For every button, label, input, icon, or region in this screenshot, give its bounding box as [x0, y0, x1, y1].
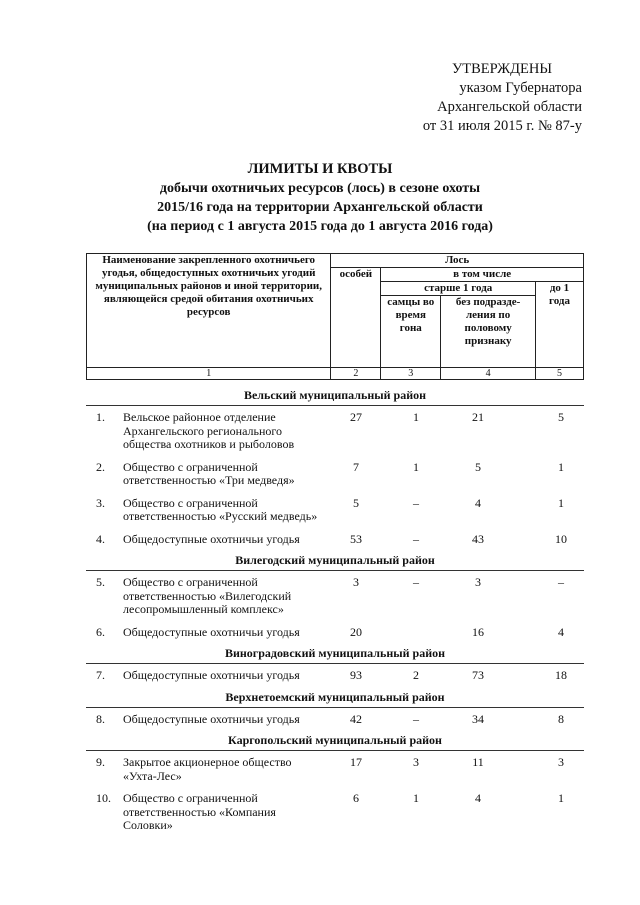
table-row	[86, 492, 584, 528]
row-males-rut: –	[413, 495, 419, 510]
row-no-division: 34	[472, 711, 484, 726]
row-under-one: 10	[555, 531, 567, 546]
table-row	[86, 664, 584, 687]
row-name: Общедоступные охотничьи угодья	[123, 711, 300, 726]
approval-block	[382, 60, 582, 136]
row-name: Общедоступные охотничьи угодья	[123, 668, 300, 682]
row-under-one: 3	[558, 755, 564, 769]
row-name: Закрытое акционерное общество «Ухта-Лес»	[123, 755, 292, 783]
row-under-one: 18	[555, 668, 567, 682]
row-total: 17	[350, 755, 362, 769]
row-number: 9.	[96, 755, 105, 769]
table-row	[86, 406, 584, 456]
row-total: 42	[350, 711, 362, 726]
row-total: 27	[350, 410, 362, 424]
row-males-rut: 2	[413, 668, 419, 682]
table-row	[86, 456, 584, 492]
district-heading: Вилегодский муниципальный район	[86, 550, 584, 571]
row-name: Общедоступные охотничьи угодья	[123, 531, 300, 546]
header-no-division: без подразде-ления по половому признаку	[441, 296, 536, 368]
header-including: в том числе	[381, 268, 584, 282]
row-total: 93	[350, 668, 362, 682]
approval-line-1: указом Губернатора	[459, 80, 582, 96]
row-no-division: 43	[472, 531, 484, 546]
district-heading: Каргопольский муниципальный район	[86, 730, 584, 751]
row-no-division: 4	[475, 495, 481, 510]
header-males-rut: самцы во время гона	[381, 296, 441, 368]
document-heading	[0, 160, 640, 236]
row-under-one: 1	[558, 459, 564, 474]
header-older-than-one: старше 1 года	[381, 282, 536, 296]
district-heading: Виноградовский муниципальный район	[86, 643, 584, 664]
row-under-one: 4	[558, 624, 564, 639]
header-species: Лось	[331, 254, 584, 268]
header-num-3: 3	[381, 368, 441, 380]
document-subtitle-2: 2015/16 года на территории Архангельской области	[157, 200, 483, 215]
row-name: Общество с ограниченной ответственностью «Вилегодский лесопромышленный комплекс»	[123, 575, 292, 616]
document-title: ЛИМИТЫ И КВОТЫ	[247, 161, 393, 177]
approval-line-2: Архангельской области	[437, 99, 582, 115]
row-number: 4.	[96, 531, 105, 546]
document-subtitle-3: (на период с 1 августа 2015 года до 1 августа 2016 года)	[147, 219, 493, 234]
row-number: 1.	[96, 410, 105, 424]
table-row	[86, 708, 584, 731]
header-under-one: до 1 года	[536, 282, 584, 368]
row-males-rut: –	[413, 531, 419, 546]
header-num-4: 4	[441, 368, 536, 380]
row-males-rut: 1	[413, 459, 419, 474]
header-individuals: особей	[331, 268, 381, 368]
row-under-one: 8	[558, 711, 564, 726]
row-total: 20	[350, 624, 362, 639]
row-no-division: 3	[475, 575, 481, 589]
row-males-rut: 1	[413, 410, 419, 424]
row-name: Общество с ограниченной ответственностью «Компания Соловки»	[123, 791, 276, 832]
row-number: 3.	[96, 495, 105, 510]
table-row	[86, 571, 584, 621]
approval-line-3: от 31 июля 2015 г. № 87-у	[422, 118, 582, 134]
district-heading: Вельский муниципальный район	[86, 385, 584, 406]
row-name: Вельское районное отделение Архангельского регионального общества охотников и рыболовов	[123, 410, 295, 451]
row-males-rut: –	[413, 575, 419, 589]
table-row	[86, 528, 584, 551]
row-name: Общедоступные охотничьи угодья	[123, 624, 300, 639]
row-no-division: 73	[472, 668, 484, 682]
row-total: 6	[353, 791, 359, 805]
row-number: 6.	[96, 624, 105, 639]
row-under-one: 1	[558, 495, 564, 510]
row-males-rut: –	[413, 711, 419, 726]
district-heading: Верхнетоемский муниципальный район	[86, 687, 584, 708]
row-under-one: 1	[558, 791, 564, 805]
header-name-column: Наименование закрепленного охотничьего угодья, общедоступных охотничьих угодий муниципальных районов и иной территории, являющейся средой обитания охотничьих ресурсов	[87, 254, 331, 368]
row-number: 8.	[96, 711, 105, 726]
row-name: Общество с ограниченной ответственностью «Три медведя»	[123, 459, 295, 487]
header-num-1: 1	[87, 368, 331, 380]
row-males-rut: 1	[413, 791, 419, 805]
row-total: 3	[353, 575, 359, 589]
row-number: 5.	[96, 575, 105, 589]
row-no-division: 16	[472, 624, 484, 639]
header-num-5: 5	[536, 368, 584, 380]
row-name: Общество с ограниченной ответственностью «Русский медведь»	[123, 495, 318, 523]
row-no-division: 21	[472, 410, 484, 424]
row-total: 53	[350, 531, 362, 546]
table-row	[86, 621, 584, 644]
table-header	[86, 253, 584, 380]
table-row	[86, 787, 584, 837]
row-no-division: 4	[475, 791, 481, 805]
header-num-2: 2	[331, 368, 381, 380]
row-no-division: 5	[475, 459, 481, 474]
approval-title: УТВЕРЖДЕНЫ	[451, 61, 553, 77]
row-number: 2.	[96, 459, 105, 474]
row-total: 7	[353, 459, 359, 474]
row-total: 5	[353, 495, 359, 510]
row-number: 7.	[96, 668, 105, 682]
row-no-division: 11	[472, 755, 484, 769]
row-males-rut: 3	[413, 755, 419, 769]
table-body	[86, 385, 584, 837]
document-subtitle-1: добычи охотничьих ресурсов (лось) в сезоне охоты	[159, 181, 481, 196]
table-row	[86, 751, 584, 787]
row-number: 10.	[96, 791, 111, 805]
row-under-one: –	[558, 575, 564, 589]
row-under-one: 5	[558, 410, 564, 424]
